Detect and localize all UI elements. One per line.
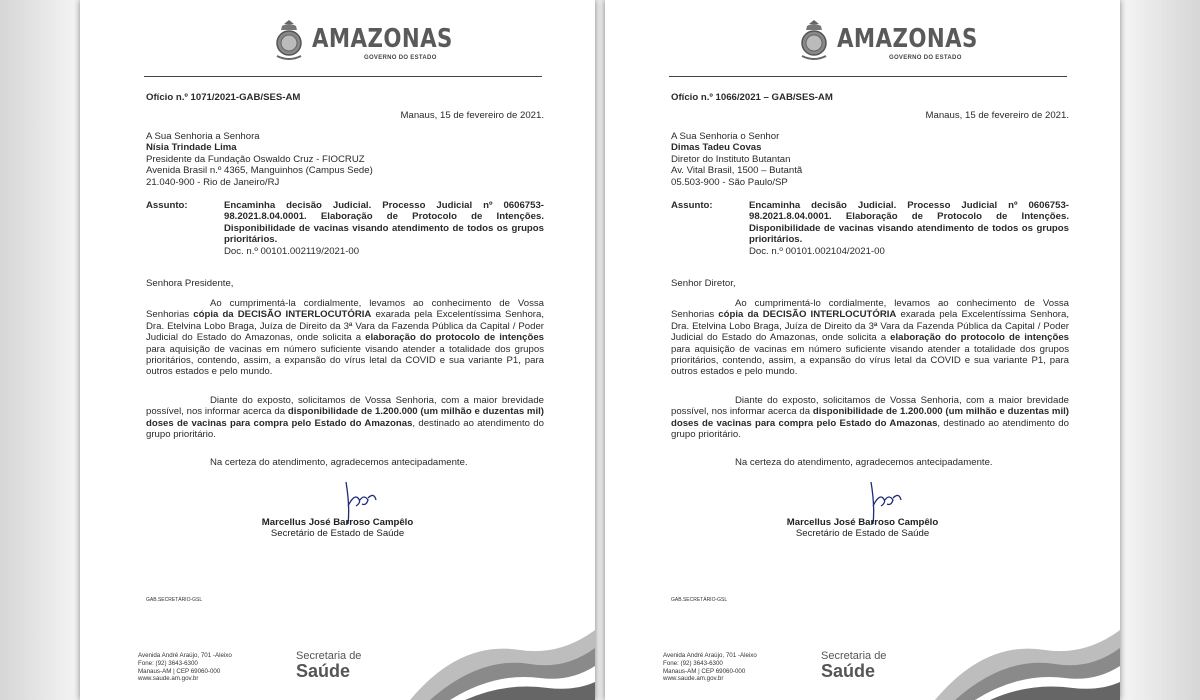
paragraph-2 <box>671 395 1069 441</box>
paragraph-3: Na certeza do atendimento, agradecemos antecipadamente. <box>735 457 993 468</box>
footer-line: Avenida André Araújo, 701 -Aleixo <box>138 652 232 659</box>
p1-text: para aquisição de vacinas em número suficiente visando atender a totalidade dos grupos prioritários, contendo, assim, a expansão do vírus letal da COVID e sua variante P1, para outros estados e pelo mundo. <box>671 343 1069 378</box>
letter-date: Manaus, 15 de fevereiro de 2021. <box>400 110 544 121</box>
signer-title: Secretário de Estado de Saúde <box>270 528 405 540</box>
letterhead-logo <box>605 18 1120 68</box>
address-line: Diretor do Instituto Butantan <box>671 153 791 165</box>
paragraph-3: Na certeza do atendimento, agradecemos antecipadamente. <box>210 457 468 468</box>
footer-address <box>663 652 757 683</box>
header-divider <box>144 76 542 77</box>
logo-subtitle: GOVERNO DO ESTADO <box>889 55 962 61</box>
address-line: Av. Vital Brasil, 1500 – Butantã <box>671 165 803 177</box>
recipient-address <box>671 131 1069 188</box>
salutation: Senhor Diretor, <box>671 278 736 289</box>
p2-text: , destinado ao atendimento do grupo prioritário. <box>671 417 1069 441</box>
letter-page-right <box>605 0 1120 700</box>
address-line: A Sua Senhoria a Senhora <box>146 131 260 142</box>
footer-line: Avenida André Araújo, 701 -Aleixo <box>663 652 757 659</box>
signer-title: Secretário de Estado de Saúde <box>795 528 930 540</box>
p2-text: Diante do exposto, solicitamos de Vossa Senhoria, com a maior brevidade possível, nos informar acerca da <box>671 395 1069 418</box>
p1-text: Ao cumprimentá-lo cordialmente, levamos ao conhecimento de Vossa Senhorias <box>671 298 1069 321</box>
brand-line-2: Saúde <box>296 661 351 681</box>
subject-label: Assunto: <box>671 200 713 211</box>
p1-text: Ao cumprimentá-la cordialmente, levamos ao conhecimento de Vossa Senhorias <box>146 298 544 321</box>
oficio-number: Ofício n.º 1071/2021-GAB/SES-AM <box>146 92 301 103</box>
subject-text: Encaminha decisão Judicial. Processo Judicial nº 0606753-98.2021.8.04.0001. Elaboração de Protocolo de Intenções. Disponibilidade de vacinas visando atendimento de todos os grupos prioritários. <box>749 200 1069 246</box>
p1-text: exarada pela Excelentíssima Senhora, Dra. Etelvina Lobo Braga, Juíza de Direito da 3ª Vara da Fazenda Pública da Capital / Poder Judicial do Estado do Amazonas, onde solicita a <box>671 309 1069 344</box>
subject-block <box>146 200 544 257</box>
signer-block <box>80 517 595 540</box>
footer-line: Fone: (92) 3643-6300 <box>663 659 723 667</box>
doc-number: Doc. n.º 00101.002119/2021-00 <box>224 245 360 257</box>
address-line: 21.040-900 - Rio de Janeiro/RJ <box>146 176 280 188</box>
p1-bold: elaboração do protocolo de intenções <box>365 332 545 344</box>
reference-code: GAB.SECRETÁRIO-GSL <box>671 597 728 603</box>
reference-code: GAB.SECRETÁRIO-GSL <box>146 597 203 603</box>
footer-address <box>138 652 232 683</box>
signer-name: Marcellus José Barroso Campêlo <box>261 517 414 528</box>
address-line: Presidente da Fundação Oswaldo Cruz - FIOCRUZ <box>146 153 365 165</box>
footer-brand <box>821 650 886 681</box>
header-divider <box>669 76 1067 77</box>
brand-line-2: Saúde <box>821 661 876 681</box>
footer-waves-graphic <box>895 620 1120 700</box>
footer-waves-graphic <box>370 620 595 700</box>
subject-text: Encaminha decisão Judicial. Processo Judicial nº 0606753-98.2021.8.04.0001. Elaboração de Protocolo de Intenções. Disponibilidade de vacinas visando atendimento de todos os grupos prioritários. <box>224 200 544 246</box>
p2-bold: disponibilidade de 1.200.000 (um milhão e duzentas mil) doses de vacinas para compra pelo Estado do Amazonas <box>146 406 544 429</box>
signer-block <box>605 517 1120 540</box>
p1-text: para aquisição de vacinas em número suficiente visando atender a totalidade dos grupos prioritários, contendo, assim, a expansão do vírus letal da COVID e sua variante P1, para outros estados e pelo mundo. <box>146 343 544 378</box>
state-crest-icon <box>797 18 831 62</box>
logo-title: AMAZONAS <box>837 24 978 54</box>
footer-line: www.saude.am.gov.br <box>138 675 199 683</box>
subject-block <box>671 200 1069 257</box>
state-crest-icon <box>272 18 306 62</box>
logo-subtitle: GOVERNO DO ESTADO <box>364 55 437 61</box>
p1-text: exarada pela Excelentíssima Senhora, Dra. Etelvina Lobo Braga, Juíza de Direito da 3ª Vara da Fazenda Pública da Capital / Poder Judicial do Estado do Amazonas, onde solicita a <box>146 309 544 344</box>
oficio-number: Ofício n.º 1066/2021 – GAB/SES-AM <box>671 92 833 103</box>
p2-text: , destinado ao atendimento do grupo prioritário. <box>146 417 544 441</box>
recipient-name: Nísia Trindade Lima <box>146 142 237 154</box>
footer-line: Manaus-AM | CEP 69060-000 <box>663 667 746 675</box>
letter-page-left <box>80 0 595 700</box>
paragraph-2 <box>146 395 544 441</box>
recipient-name: Dimas Tadeu Covas <box>671 142 762 154</box>
p2-text: Diante do exposto, solicitamos de Vossa Senhoria, com a maior brevidade possível, nos informar acerca da <box>146 395 544 418</box>
address-line: 05.503-900 - São Paulo/SP <box>671 176 788 188</box>
salutation: Senhora Presidente, <box>146 278 234 289</box>
p2-bold: disponibilidade de 1.200.000 (um milhão e duzentas mil) doses de vacinas para compra pelo Estado do Amazonas <box>671 406 1069 429</box>
footer-line: www.saude.am.gov.br <box>663 675 724 683</box>
paragraph-1 <box>671 298 1069 378</box>
p1-bold: elaboração do protocolo de intenções <box>890 332 1070 344</box>
p1-bold: cópia da DECISÃO INTERLOCUTÓRIA <box>718 309 897 321</box>
letterhead-logo <box>80 18 595 68</box>
doc-number: Doc. n.º 00101.002104/2021-00 <box>749 245 885 257</box>
address-line: Avenida Brasil n.º 4365, Manguinhos (Campus Sede) <box>146 165 373 177</box>
paragraph-1 <box>146 298 544 378</box>
brand-line-1: Secretaria de <box>296 650 362 662</box>
footer-brand <box>296 650 361 681</box>
brand-line-1: Secretaria de <box>821 650 887 662</box>
recipient-address <box>146 131 544 188</box>
logo-title: AMAZONAS <box>312 24 453 54</box>
p1-bold: cópia da DECISÃO INTERLOCUTÓRIA <box>193 309 372 321</box>
footer-line: Fone: (92) 3643-6300 <box>138 659 198 667</box>
letter-date: Manaus, 15 de fevereiro de 2021. <box>925 110 1069 121</box>
address-line: A Sua Senhoria o Senhor <box>671 131 780 142</box>
signer-name: Marcellus José Barroso Campêlo <box>786 517 939 528</box>
subject-label: Assunto: <box>146 200 188 211</box>
footer-line: Manaus-AM | CEP 69060-000 <box>138 667 221 675</box>
